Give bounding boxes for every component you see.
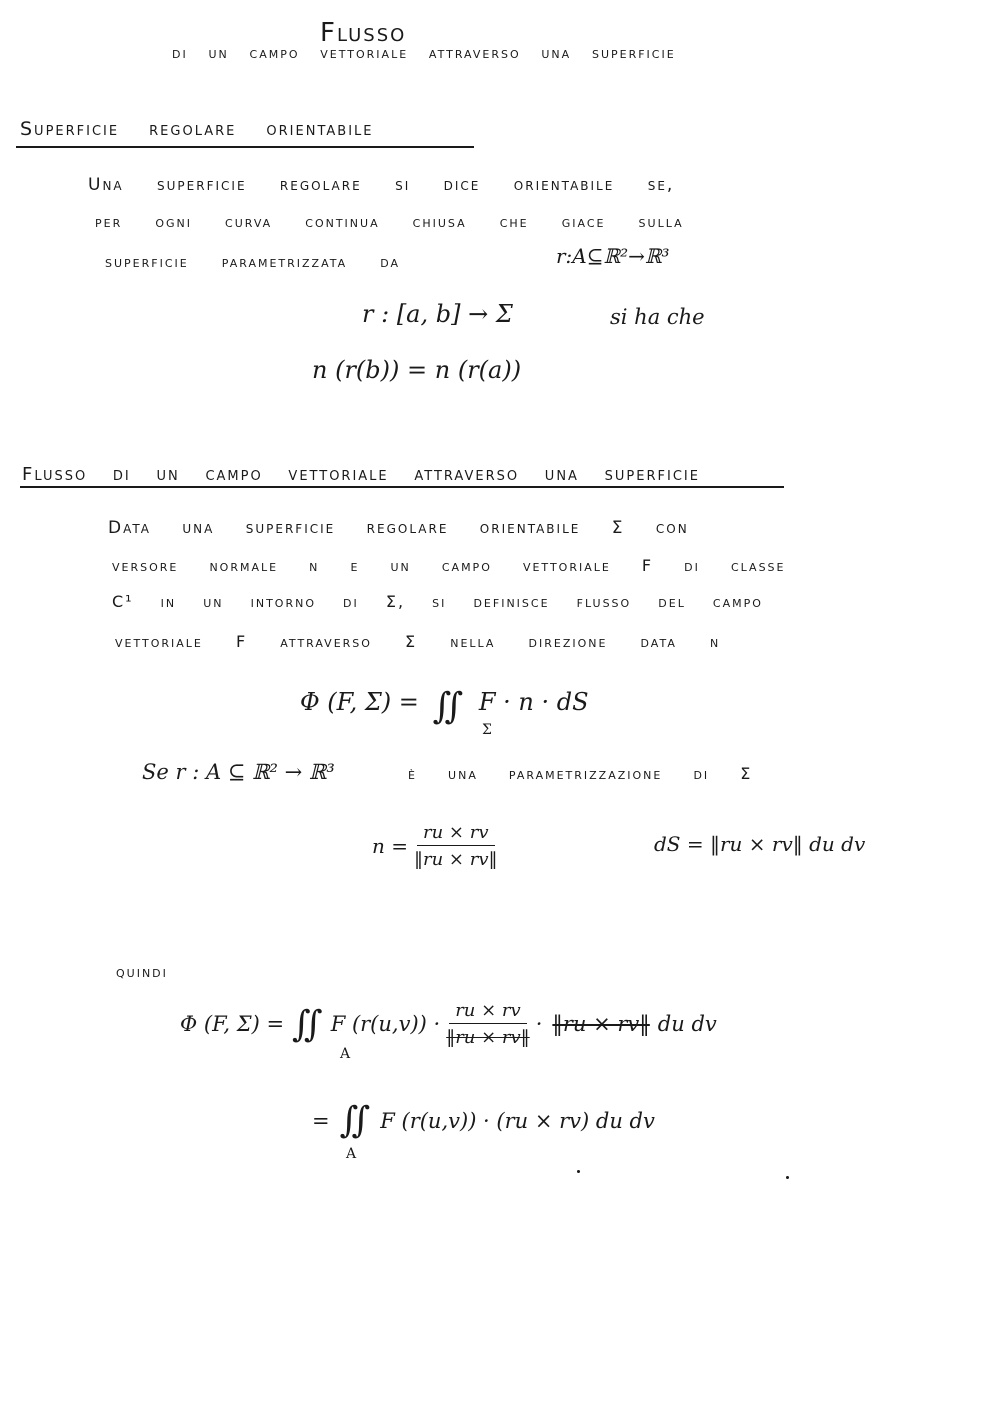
integral-domain-label: Σ [482,722,492,738]
parametrization-line-text: è una parametrizzazione di Σ [408,764,753,783]
page-subtitle: di un campo vettoriale attraverso una superficie [172,44,676,62]
double-integral-sign: ∬ [292,1003,323,1045]
double-integral-sign: ∬ [432,686,464,727]
condition-text: si ha che [610,305,705,329]
fraction-numerator: ru × rv [417,822,495,846]
paragraph-line: versore normale n e un campo vettoriale F di classe [112,556,786,575]
normal-vector-formula [372,822,504,870]
paragraph-line: vettoriale F attraverso Σ nella direzione data n [115,632,721,651]
integral-domain-label: A [340,1046,351,1062]
paragraph-line: superficie parametrizzata da [105,252,401,271]
page-title: Flusso [320,18,407,48]
dot-operator: · [535,1012,543,1036]
normal-lhs: n = [372,834,408,858]
integral-domain-label: A [346,1146,357,1162]
flux-symbol-lhs: Φ (F, Σ) = [300,688,419,716]
section-heading-regular-surface: Superficie regolare orientabile [20,118,374,140]
fraction-denominator-crossed: ‖ru × rv‖ [446,1027,530,1048]
parametrization-map: r:A⊆ℝ²→ℝ³ [556,244,670,268]
paragraph-line: per ogni curva continua chiusa che giace sulla [95,212,684,231]
fraction-denominator: ‖ru × rv‖ [414,849,498,870]
crossed-out-norm: ‖ru × rv‖ [552,1012,650,1036]
differential: du dv [657,1012,717,1036]
parametrization-line: Se r : A ⊆ ℝ² → ℝ³ [142,760,335,784]
fraction-numerator: ru × rv [449,1000,527,1024]
final-integrand: F (r(u,v)) · (ru × rv) du dv [380,1108,655,1133]
surface-element-formula: dS = ‖ru × rv‖ du dv [654,832,866,856]
flux-computation-line1 [180,1000,717,1048]
paragraph-line: Una superficie regolare si dice orientabile se, [88,175,675,195]
flux-integrand: F · n · dS [478,688,589,716]
paragraph-line: C¹ in un intorno di Σ, si definisce flusso del campo [112,592,763,611]
flux-definition [300,686,589,727]
flux-symbol-lhs: Φ (F, Σ) = [180,1012,285,1036]
normal-fraction [446,1000,530,1048]
section-underline [20,486,784,488]
section-underline [16,146,474,148]
field-on-surface: F (r(u,v)) · [330,1012,441,1036]
ink-dot [786,1176,789,1179]
curve-definition: r : [a, b] → Σ [362,300,513,328]
quindi-label: quindi [116,962,168,981]
section-heading-flux: Flusso di un campo vettoriale attraverso una superficie [22,464,700,485]
flux-computation-line2 [312,1100,655,1141]
double-integral-sign: ∬ [339,1100,371,1141]
normal-fraction [414,822,498,870]
orientability-equation: n (r(b)) = n (r(a)) [312,356,522,384]
equals-sign: = [312,1108,330,1133]
paragraph-line: Data una superficie regolare orientabile Σ con [108,518,689,538]
ink-dot [577,1170,580,1173]
